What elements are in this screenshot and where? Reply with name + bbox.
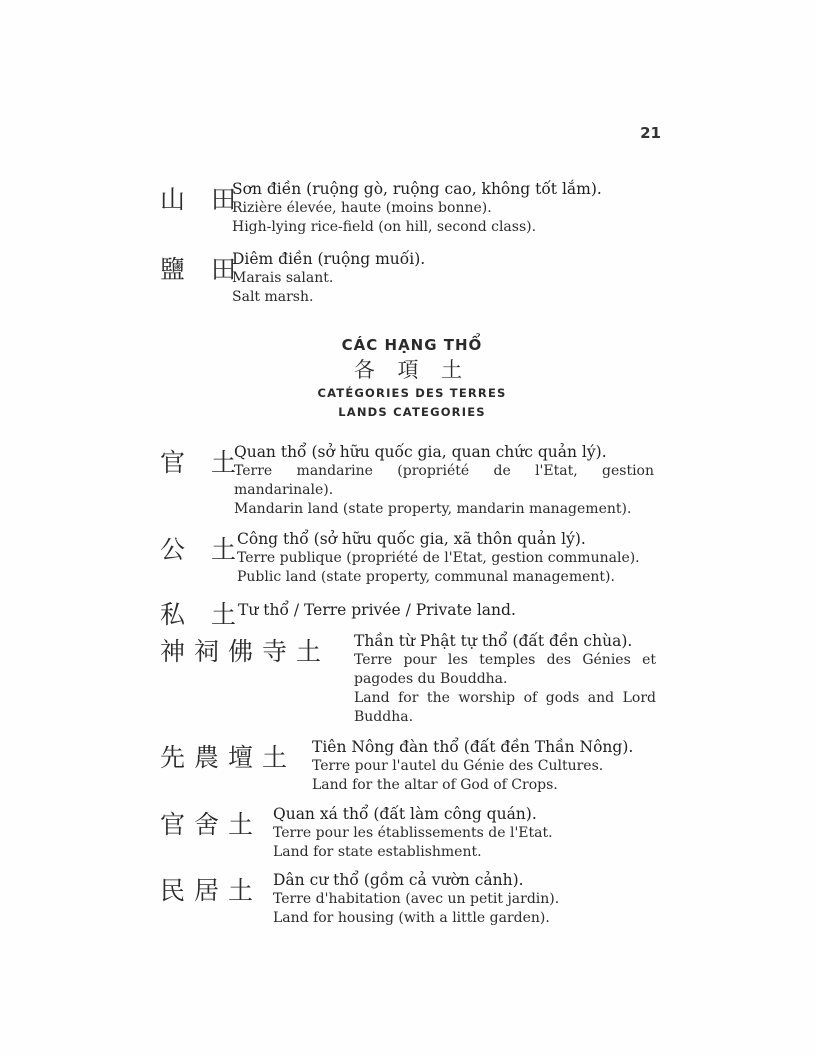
entry-english: Land for housing (with a little garden). — [273, 910, 550, 926]
entry-english: Land for state establishment. — [273, 844, 482, 860]
entry-english: High-lying rice-field (on hill, second class). — [232, 219, 537, 235]
entry-hanzi: 官舍土 — [160, 810, 263, 839]
section-heading — [280, 334, 544, 422]
entry-hanzi: 民居土 — [160, 876, 263, 905]
entry-text — [232, 180, 602, 237]
entry-french: Terre publique (propriété de l'Etat, gestion communale). — [237, 550, 640, 566]
entry-hanzi: 山 田 — [160, 185, 245, 214]
entry-english: Land for the worship of gods and Lord Buddha. — [354, 690, 656, 725]
entry-text — [232, 250, 425, 307]
section-title-english: LANDS CATEGORIES — [338, 405, 486, 419]
entry-french: Terre mandarine (propriété de l'Etat, gestion mandarinale). — [234, 463, 654, 498]
page-number: 21 — [640, 124, 661, 142]
entry-english: Land for the altar of God of Crops. — [312, 777, 558, 793]
entry-vietnamese: Thần từ Phật tự thổ (đất đền chùa). — [354, 632, 633, 650]
entry-english: Mandarin land (state property, mandarin management). — [234, 501, 632, 517]
entry-vietnamese: Quan xá thổ (đất làm công quán). — [273, 805, 537, 823]
section-title-vietnamese: CÁC HẠNG THỔ — [341, 336, 483, 354]
entry-french: Terre pour les temples des Génies et pagodes du Bouddha. — [354, 652, 656, 687]
entry-english: Salt marsh. — [232, 289, 314, 305]
entry-text — [273, 805, 553, 862]
entry-hanzi: 神祠佛寺土 — [160, 637, 331, 666]
section-title-french: CATÉGORIES DES TERRES — [317, 386, 507, 400]
entry-vietnamese: Tư thổ / Terre privée / Private land. — [238, 601, 516, 619]
section-title-hanzi: 各 項 土 — [353, 358, 471, 382]
entry-text — [237, 530, 640, 587]
entry-vietnamese: Tiên Nông đàn thổ (đất đền Thần Nông). — [312, 738, 634, 756]
entry-hanzi: 公 土 — [160, 535, 245, 564]
entry-english: Public land (state property, communal management). — [237, 569, 615, 585]
entry-hanzi: 鹽 田 — [160, 255, 245, 284]
entry-french: Terre pour l'autel du Génie des Cultures. — [312, 758, 604, 774]
entry-vietnamese: Quan thổ (sở hữu quốc gia, quan chức quản lý). — [234, 443, 607, 461]
entry-french: Terre pour les établissements de l'Etat. — [273, 825, 553, 841]
entry-text — [238, 601, 516, 620]
entry-hanzi: 私 土 — [160, 600, 245, 629]
entry-french: Terre d'habitation (avec un petit jardin). — [273, 891, 560, 907]
entry-text — [234, 443, 654, 519]
entry-vietnamese: Diêm điền (ruộng muối). — [232, 250, 426, 268]
entry-hanzi: 官 土 — [160, 448, 245, 477]
entry-text — [312, 738, 633, 795]
entry-hanzi: 先農壇土 — [160, 743, 297, 772]
entry-text — [273, 871, 559, 928]
entry-french: Marais salant. — [232, 270, 334, 286]
entry-vietnamese: Sơn điền (ruộng gò, ruộng cao, không tốt lắm). — [232, 180, 602, 198]
entry-vietnamese: Công thổ (sở hữu quốc gia, xã thôn quản lý). — [237, 530, 586, 548]
entry-vietnamese: Dân cư thổ (gồm cả vườn cảnh). — [273, 871, 524, 889]
entry-french: Rizière élevée, haute (moins bonne). — [232, 200, 492, 216]
entry-text — [354, 632, 656, 727]
